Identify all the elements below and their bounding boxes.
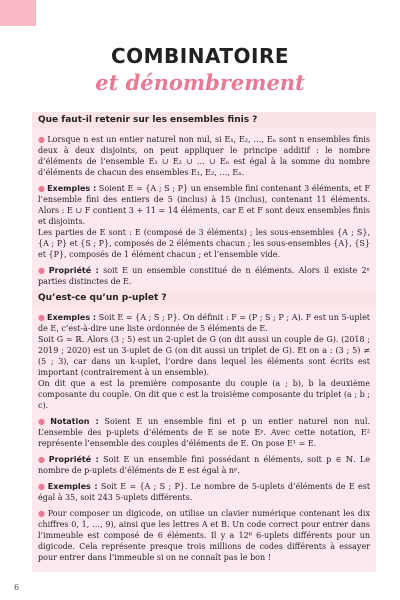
paragraph-examples-count: ● Exemples : Soit E = {A ; S ; P}. Le nombre de 5-uplets d’éléments de E est égal à 35, soit 243 5-uplets différents.: [38, 482, 371, 502]
paragraph-additive-principle: ● Lorsque n est un entier naturel non nul, si E₁, E₂, …, Eₙ sont n ensembles finis deux à deux disjoints, on peut appliquer le principe additif : le nombre d’éléments de l’ensemble E₁ ∪ E₂ ∪ … ∪ Eₙ est égal à la somme du nombre d’éléments de chacun des ensembles E₁, E₂, …, Eₙ.: [38, 135, 371, 177]
section-p-uplet: [32, 290, 376, 572]
notation-label: Notation :: [50, 417, 99, 426]
paragraph-property: ● Propriété : soit E un ensemble constitué de n éléments. Alors il existe 2ⁿ parties distinctes de E.: [38, 266, 371, 286]
bullet-icon: ●: [38, 417, 49, 426]
property-label: Propriété :: [48, 266, 99, 275]
bullet-icon: ●: [38, 482, 46, 491]
page-number: 6: [14, 583, 20, 592]
property-label: Propriété :: [48, 455, 99, 464]
paragraph-notation: ● Notation : Soient E un ensemble fini et p un entier naturel non nul. L’ensemble des p-uplets d’éléments de E se note Eᵖ. Avec cette notation, E² représente l’ensemble des couples d’éléments de E. On pose E¹ = E.: [38, 417, 370, 448]
examples-label: Exemples :: [47, 184, 97, 193]
section-finite-sets: [32, 112, 376, 296]
bullet-icon: ●: [38, 455, 47, 464]
examples-label: Exemples :: [47, 313, 97, 322]
bullet-icon: ●: [38, 135, 46, 144]
paragraph-digicode: ● Pour composer un digicode, on utilise un clavier numérique contenant les dix chiffres 0, 1, …, 9), ainsi que les lettres A et B. Un code correct pour entrer dans l’immeuble est composé de 6 éléments. Il y a 12⁶ 6-uplets différents pour un digicode. Cela représente presque trois millions de codes différents à essayer pour entrer dans l’immeuble si on ne connaît pas le bon !: [38, 509, 370, 562]
page-title: COMBINATOIRE: [110, 44, 290, 68]
page-subtitle: et dénombrement: [95, 70, 305, 95]
examples-label: Exemples :: [47, 482, 98, 491]
section-heading-finite-sets: Que faut-il retenir sur les ensembles finis ?: [32, 112, 376, 128]
bullet-icon: ●: [38, 313, 46, 322]
paragraph-property-uplet: ● Propriété : Soit E un ensemble fini possédant n éléments, soit p ∈ ℕ. Le nombre de p-uplets d’éléments de E est égal à nᵖ.: [38, 455, 370, 475]
bullet-icon: ●: [38, 509, 46, 518]
paragraph-examples: ● Exemples : Soient E = {A ; S ; P} un ensemble fini contenant 3 éléments, et F l’ensemble fini des entiers de 5 (inclus) à 15 (inclus), contenant 11 éléments. Alors : E ∪ F contient 3 + 11 = 14 éléments, car E et F sont deux ensembles finis et disjoints. Les parties de E sont : E (composé de 3 éléments) ; les sous-ensembles {A ; S}, {A ; P} et {S ; P}, composés de 2 éléments chacun ; les sous-ensembles {A}, {S} et {P}, composés de 1 élément chacun ; et l’ensemble vide.: [38, 184, 371, 259]
bullet-icon: ●: [38, 266, 47, 275]
section-body-p-uplet: [32, 310, 376, 572]
bullet-icon: ●: [38, 184, 46, 193]
corner-tab-decoration: [0, 0, 36, 26]
section-heading-p-uplet: Qu’est-ce qu’un p-uplet ?: [32, 290, 376, 306]
paragraph-examples-uplet: ● Exemples : Soit E = {A ; S ; P}. On définit : F = (P ; S ; P ; A). F est un 5-uplet de E, c’est-à-dire une liste ordonnée de 5 éléments de E. Soit G = ℝ. Alors (3 ; 5) est un 2-uplet de G (on dit aussi un couple de G). (2018 ; 2019 ; 2020) est un 3-uplet de G (on dit aussi un triplet de G). Et on a : (3 ; 5) ≠ (5 ; 3), car dans un k-uplet, l’ordre dans lequel les éléments sont écrits est important (contrairement à un ensemble). On dit que a est la première composante du couple (a ; b), b la deuxième composante du couple. On dit que c est la troisième composante du triplet (a ; b ; c).: [38, 313, 371, 410]
section-body-finite-sets: [32, 132, 376, 296]
